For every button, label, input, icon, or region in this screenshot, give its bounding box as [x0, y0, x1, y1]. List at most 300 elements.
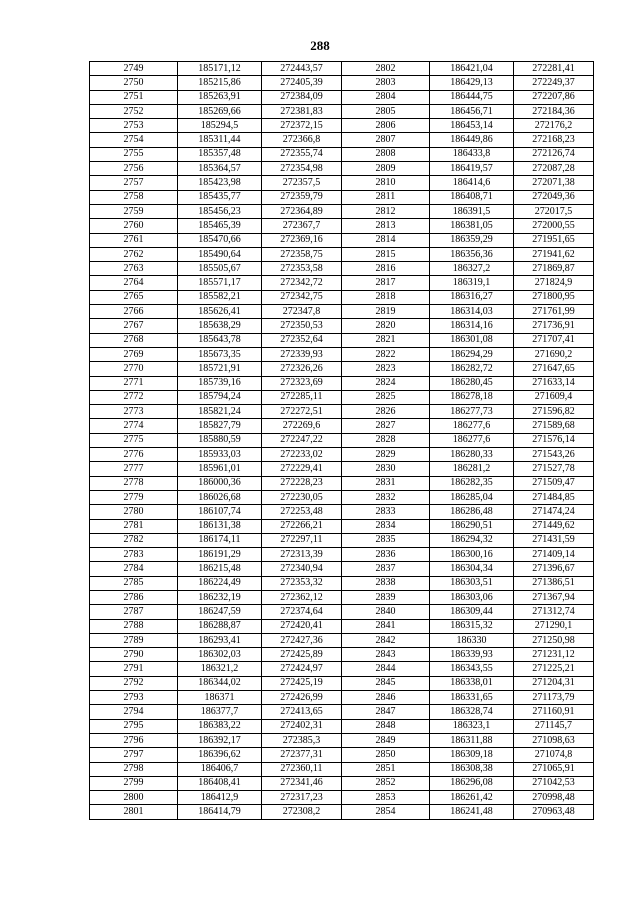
y-coordinate-right: 271484,85 [514, 490, 594, 504]
point-number-left: 2780 [90, 505, 178, 519]
point-number-right: 2802 [342, 62, 430, 76]
y-coordinate-left: 272425,89 [262, 648, 342, 662]
x-coordinate-right: 186294,32 [430, 533, 514, 547]
point-number-right: 2822 [342, 347, 430, 361]
x-coordinate-right: 186408,71 [430, 190, 514, 204]
point-number-right: 2826 [342, 405, 430, 419]
y-coordinate-right: 271225,21 [514, 662, 594, 676]
table-row [90, 791, 594, 805]
point-number-left: 2776 [90, 448, 178, 462]
x-coordinate-right: 186311,88 [430, 733, 514, 747]
x-coordinate-left: 185311,44 [178, 133, 262, 147]
x-coordinate-right: 186356,36 [430, 247, 514, 261]
point-number-left: 2749 [90, 62, 178, 76]
point-number-right: 2843 [342, 648, 430, 662]
y-coordinate-left: 272342,72 [262, 276, 342, 290]
point-number-left: 2801 [90, 805, 178, 819]
point-number-left: 2796 [90, 733, 178, 747]
y-coordinate-right: 271367,94 [514, 590, 594, 604]
x-coordinate-right: 186449,86 [430, 133, 514, 147]
y-coordinate-left: 272420,41 [262, 619, 342, 633]
point-number-right: 2827 [342, 419, 430, 433]
y-coordinate-right: 272207,86 [514, 90, 594, 104]
x-coordinate-right: 186280,45 [430, 376, 514, 390]
y-coordinate-right: 271824,9 [514, 276, 594, 290]
y-coordinate-left: 272266,21 [262, 519, 342, 533]
point-number-right: 2805 [342, 104, 430, 118]
point-number-right: 2834 [342, 519, 430, 533]
y-coordinate-right: 272017,5 [514, 204, 594, 218]
y-coordinate-right: 271312,74 [514, 605, 594, 619]
x-coordinate-right: 186331,65 [430, 691, 514, 705]
table-row [90, 762, 594, 776]
point-number-right: 2815 [342, 247, 430, 261]
table-row [90, 233, 594, 247]
y-coordinate-right: 271173,79 [514, 691, 594, 705]
point-number-left: 2793 [90, 691, 178, 705]
point-number-left: 2775 [90, 433, 178, 447]
x-coordinate-left: 185571,17 [178, 276, 262, 290]
x-coordinate-right: 186277,6 [430, 419, 514, 433]
y-coordinate-left: 272313,39 [262, 548, 342, 562]
x-coordinate-left: 185269,66 [178, 104, 262, 118]
x-coordinate-left: 185470,66 [178, 233, 262, 247]
table-row [90, 505, 594, 519]
point-number-right: 2847 [342, 705, 430, 719]
y-coordinate-left: 272353,32 [262, 576, 342, 590]
point-number-right: 2821 [342, 333, 430, 347]
point-number-left: 2763 [90, 262, 178, 276]
table-row [90, 476, 594, 490]
point-number-left: 2768 [90, 333, 178, 347]
y-coordinate-left: 272297,11 [262, 533, 342, 547]
x-coordinate-right: 186343,55 [430, 662, 514, 676]
table-row [90, 147, 594, 161]
y-coordinate-left: 272253,48 [262, 505, 342, 519]
table-row [90, 419, 594, 433]
y-coordinate-right: 271800,95 [514, 290, 594, 304]
x-coordinate-left: 185582,21 [178, 290, 262, 304]
y-coordinate-left: 272350,53 [262, 319, 342, 333]
y-coordinate-right: 272049,36 [514, 190, 594, 204]
point-number-right: 2817 [342, 276, 430, 290]
y-coordinate-right: 271869,87 [514, 262, 594, 276]
y-coordinate-left: 272364,89 [262, 204, 342, 218]
point-number-right: 2816 [342, 262, 430, 276]
x-coordinate-left: 185357,48 [178, 147, 262, 161]
point-number-right: 2804 [342, 90, 430, 104]
x-coordinate-right: 186308,38 [430, 762, 514, 776]
y-coordinate-right: 271290,1 [514, 619, 594, 633]
point-number-left: 2797 [90, 748, 178, 762]
y-coordinate-left: 272360,11 [262, 762, 342, 776]
x-coordinate-right: 186309,44 [430, 605, 514, 619]
x-coordinate-left: 186247,59 [178, 605, 262, 619]
x-coordinate-right: 186319,1 [430, 276, 514, 290]
table-row [90, 548, 594, 562]
point-number-right: 2819 [342, 305, 430, 319]
point-number-right: 2823 [342, 362, 430, 376]
point-number-right: 2829 [342, 448, 430, 462]
y-coordinate-left: 272385,3 [262, 733, 342, 747]
y-coordinate-right: 271690,2 [514, 347, 594, 361]
x-coordinate-right: 186301,08 [430, 333, 514, 347]
point-number-left: 2788 [90, 619, 178, 633]
point-number-right: 2824 [342, 376, 430, 390]
x-coordinate-right: 186419,57 [430, 162, 514, 176]
point-number-right: 2820 [342, 319, 430, 333]
x-coordinate-right: 186304,34 [430, 562, 514, 576]
point-number-left: 2760 [90, 219, 178, 233]
x-coordinate-left: 186174,11 [178, 533, 262, 547]
x-coordinate-left: 186026,68 [178, 490, 262, 504]
y-coordinate-right: 272184,36 [514, 104, 594, 118]
point-number-right: 2844 [342, 662, 430, 676]
x-coordinate-left: 185638,29 [178, 319, 262, 333]
x-coordinate-right: 186328,74 [430, 705, 514, 719]
point-number-right: 2828 [342, 433, 430, 447]
point-number-left: 2778 [90, 476, 178, 490]
y-coordinate-left: 272443,57 [262, 62, 342, 76]
x-coordinate-right: 186453,14 [430, 119, 514, 133]
point-number-right: 2813 [342, 219, 430, 233]
table-row [90, 119, 594, 133]
point-number-left: 2751 [90, 90, 178, 104]
x-coordinate-left: 186000,36 [178, 476, 262, 490]
y-coordinate-right: 271042,53 [514, 776, 594, 790]
point-number-left: 2794 [90, 705, 178, 719]
y-coordinate-right: 272176,2 [514, 119, 594, 133]
y-coordinate-left: 272425,19 [262, 676, 342, 690]
x-coordinate-left: 185961,01 [178, 462, 262, 476]
y-coordinate-right: 270963,48 [514, 805, 594, 819]
x-coordinate-left: 185794,24 [178, 390, 262, 404]
table-row [90, 90, 594, 104]
point-number-left: 2756 [90, 162, 178, 176]
y-coordinate-right: 271527,78 [514, 462, 594, 476]
y-coordinate-left: 272402,31 [262, 719, 342, 733]
table-row [90, 633, 594, 647]
table-row [90, 662, 594, 676]
point-number-left: 2761 [90, 233, 178, 247]
y-coordinate-right: 272126,74 [514, 147, 594, 161]
x-coordinate-left: 185673,35 [178, 347, 262, 361]
x-coordinate-left: 185423,98 [178, 176, 262, 190]
table-row [90, 76, 594, 90]
x-coordinate-left: 185364,57 [178, 162, 262, 176]
table-row [90, 333, 594, 347]
point-number-left: 2769 [90, 347, 178, 361]
y-coordinate-right: 271596,82 [514, 405, 594, 419]
y-coordinate-left: 272340,94 [262, 562, 342, 576]
y-coordinate-right: 271951,65 [514, 233, 594, 247]
x-coordinate-left: 185171,12 [178, 62, 262, 76]
x-coordinate-left: 186406,7 [178, 762, 262, 776]
x-coordinate-right: 186444,75 [430, 90, 514, 104]
x-coordinate-right: 186309,18 [430, 748, 514, 762]
y-coordinate-left: 272352,64 [262, 333, 342, 347]
y-coordinate-left: 272357,5 [262, 176, 342, 190]
y-coordinate-left: 272426,99 [262, 691, 342, 705]
x-coordinate-left: 186377,7 [178, 705, 262, 719]
x-coordinate-right: 186314,16 [430, 319, 514, 333]
point-number-right: 2854 [342, 805, 430, 819]
x-coordinate-right: 186282,35 [430, 476, 514, 490]
x-coordinate-left: 185505,67 [178, 262, 262, 276]
y-coordinate-right: 270998,48 [514, 791, 594, 805]
y-coordinate-left: 272377,31 [262, 748, 342, 762]
table-row [90, 376, 594, 390]
y-coordinate-right: 271941,62 [514, 247, 594, 261]
table-row [90, 247, 594, 261]
x-coordinate-right: 186359,29 [430, 233, 514, 247]
y-coordinate-left: 272405,39 [262, 76, 342, 90]
x-coordinate-right: 186296,08 [430, 776, 514, 790]
point-number-left: 2754 [90, 133, 178, 147]
x-coordinate-right: 186315,32 [430, 619, 514, 633]
x-coordinate-right: 186290,51 [430, 519, 514, 533]
table-row [90, 176, 594, 190]
point-number-right: 2842 [342, 633, 430, 647]
x-coordinate-right: 186323,1 [430, 719, 514, 733]
point-number-right: 2837 [342, 562, 430, 576]
x-coordinate-left: 185490,64 [178, 247, 262, 261]
point-number-right: 2853 [342, 791, 430, 805]
point-number-left: 2781 [90, 519, 178, 533]
point-number-right: 2809 [342, 162, 430, 176]
y-coordinate-right: 271509,47 [514, 476, 594, 490]
y-coordinate-right: 271145,7 [514, 719, 594, 733]
table-row [90, 362, 594, 376]
point-number-left: 2773 [90, 405, 178, 419]
y-coordinate-right: 271431,59 [514, 533, 594, 547]
x-coordinate-left: 186396,62 [178, 748, 262, 762]
table-row [90, 219, 594, 233]
x-coordinate-right: 186314,03 [430, 305, 514, 319]
point-number-right: 2807 [342, 133, 430, 147]
y-coordinate-left: 272359,79 [262, 190, 342, 204]
x-coordinate-left: 186293,41 [178, 633, 262, 647]
y-coordinate-right: 271761,99 [514, 305, 594, 319]
y-coordinate-right: 271449,62 [514, 519, 594, 533]
coordinates-table [89, 61, 594, 820]
y-coordinate-right: 271707,41 [514, 333, 594, 347]
y-coordinate-left: 272358,75 [262, 247, 342, 261]
x-coordinate-left: 185739,16 [178, 376, 262, 390]
point-number-left: 2772 [90, 390, 178, 404]
x-coordinate-left: 186412,9 [178, 791, 262, 805]
x-coordinate-right: 186456,71 [430, 104, 514, 118]
table-row [90, 605, 594, 619]
x-coordinate-left: 185456,23 [178, 204, 262, 218]
y-coordinate-right: 271160,91 [514, 705, 594, 719]
x-coordinate-left: 186131,38 [178, 519, 262, 533]
x-coordinate-right: 186421,04 [430, 62, 514, 76]
y-coordinate-right: 271098,63 [514, 733, 594, 747]
y-coordinate-left: 272342,75 [262, 290, 342, 304]
point-number-left: 2787 [90, 605, 178, 619]
y-coordinate-left: 272381,83 [262, 104, 342, 118]
point-number-left: 2785 [90, 576, 178, 590]
point-number-left: 2771 [90, 376, 178, 390]
x-coordinate-left: 186321,2 [178, 662, 262, 676]
point-number-right: 2803 [342, 76, 430, 90]
table-row [90, 576, 594, 590]
x-coordinate-right: 186294,29 [430, 347, 514, 361]
table-row [90, 676, 594, 690]
coordinates-table-body [90, 62, 594, 820]
y-coordinate-left: 272374,64 [262, 605, 342, 619]
point-number-right: 2850 [342, 748, 430, 762]
table-row [90, 276, 594, 290]
point-number-right: 2835 [342, 533, 430, 547]
y-coordinate-right: 272249,37 [514, 76, 594, 90]
x-coordinate-left: 186344,02 [178, 676, 262, 690]
table-row [90, 619, 594, 633]
point-number-left: 2759 [90, 204, 178, 218]
x-coordinate-right: 186433,8 [430, 147, 514, 161]
point-number-right: 2832 [342, 490, 430, 504]
table-row [90, 290, 594, 304]
x-coordinate-left: 185827,79 [178, 419, 262, 433]
table-row [90, 462, 594, 476]
point-number-left: 2792 [90, 676, 178, 690]
y-coordinate-right: 271065,91 [514, 762, 594, 776]
x-coordinate-left: 185933,03 [178, 448, 262, 462]
point-number-right: 2814 [342, 233, 430, 247]
point-number-left: 2779 [90, 490, 178, 504]
x-coordinate-left: 186288,87 [178, 619, 262, 633]
point-number-left: 2789 [90, 633, 178, 647]
x-coordinate-left: 186232,19 [178, 590, 262, 604]
point-number-right: 2833 [342, 505, 430, 519]
x-coordinate-left: 185215,86 [178, 76, 262, 90]
page-number: 288 [310, 38, 330, 53]
x-coordinate-left: 186414,79 [178, 805, 262, 819]
x-coordinate-right: 186286,48 [430, 505, 514, 519]
y-coordinate-left: 272366,8 [262, 133, 342, 147]
point-number-left: 2767 [90, 319, 178, 333]
y-coordinate-right: 271589,68 [514, 419, 594, 433]
point-number-left: 2783 [90, 548, 178, 562]
point-number-right: 2838 [342, 576, 430, 590]
y-coordinate-right: 271409,14 [514, 548, 594, 562]
point-number-left: 2784 [90, 562, 178, 576]
y-coordinate-left: 272424,97 [262, 662, 342, 676]
x-coordinate-right: 186277,73 [430, 405, 514, 419]
x-coordinate-right: 186381,05 [430, 219, 514, 233]
point-number-left: 2774 [90, 419, 178, 433]
table-row [90, 490, 594, 504]
point-number-right: 2811 [342, 190, 430, 204]
x-coordinate-right: 186327,2 [430, 262, 514, 276]
x-coordinate-right: 186316,27 [430, 290, 514, 304]
y-coordinate-left: 272413,65 [262, 705, 342, 719]
table-row [90, 319, 594, 333]
y-coordinate-left: 272367,7 [262, 219, 342, 233]
y-coordinate-right: 272087,28 [514, 162, 594, 176]
y-coordinate-right: 272071,38 [514, 176, 594, 190]
y-coordinate-left: 272347,8 [262, 305, 342, 319]
point-number-right: 2840 [342, 605, 430, 619]
x-coordinate-right: 186277,6 [430, 433, 514, 447]
point-number-left: 2791 [90, 662, 178, 676]
point-number-left: 2755 [90, 147, 178, 161]
x-coordinate-right: 186300,16 [430, 548, 514, 562]
y-coordinate-right: 271633,14 [514, 376, 594, 390]
y-coordinate-left: 272272,51 [262, 405, 342, 419]
x-coordinate-left: 185643,78 [178, 333, 262, 347]
x-coordinate-left: 185880,59 [178, 433, 262, 447]
y-coordinate-left: 272317,23 [262, 791, 342, 805]
table-row [90, 347, 594, 361]
x-coordinate-left: 186302,03 [178, 648, 262, 662]
y-coordinate-left: 272372,15 [262, 119, 342, 133]
point-number-left: 2766 [90, 305, 178, 319]
point-number-left: 2800 [90, 791, 178, 805]
point-number-left: 2790 [90, 648, 178, 662]
table-row [90, 133, 594, 147]
x-coordinate-left: 185465,39 [178, 219, 262, 233]
x-coordinate-right: 186330 [430, 633, 514, 647]
point-number-left: 2795 [90, 719, 178, 733]
table-row [90, 448, 594, 462]
point-number-left: 2757 [90, 176, 178, 190]
y-coordinate-left: 272308,2 [262, 805, 342, 819]
table-row [90, 691, 594, 705]
point-number-left: 2777 [90, 462, 178, 476]
y-coordinate-right: 271543,26 [514, 448, 594, 462]
x-coordinate-left: 186408,41 [178, 776, 262, 790]
y-coordinate-right: 271576,14 [514, 433, 594, 447]
y-coordinate-left: 272247,22 [262, 433, 342, 447]
y-coordinate-right: 272281,41 [514, 62, 594, 76]
x-coordinate-left: 186224,49 [178, 576, 262, 590]
x-coordinate-right: 186303,06 [430, 590, 514, 604]
y-coordinate-right: 271231,12 [514, 648, 594, 662]
x-coordinate-right: 186241,48 [430, 805, 514, 819]
table-row [90, 805, 594, 819]
x-coordinate-left: 185626,41 [178, 305, 262, 319]
y-coordinate-right: 271396,67 [514, 562, 594, 576]
point-number-right: 2831 [342, 476, 430, 490]
x-coordinate-right: 186391,5 [430, 204, 514, 218]
y-coordinate-left: 272229,41 [262, 462, 342, 476]
table-row [90, 533, 594, 547]
y-coordinate-right: 271074,8 [514, 748, 594, 762]
y-coordinate-left: 272323,69 [262, 376, 342, 390]
point-number-right: 2806 [342, 119, 430, 133]
y-coordinate-left: 272369,16 [262, 233, 342, 247]
y-coordinate-left: 272230,05 [262, 490, 342, 504]
x-coordinate-right: 186282,72 [430, 362, 514, 376]
table-row [90, 204, 594, 218]
point-number-left: 2750 [90, 76, 178, 90]
y-coordinate-left: 272384,09 [262, 90, 342, 104]
x-coordinate-right: 186414,6 [430, 176, 514, 190]
point-number-right: 2846 [342, 691, 430, 705]
x-coordinate-left: 185263,91 [178, 90, 262, 104]
point-number-right: 2845 [342, 676, 430, 690]
table-row [90, 519, 594, 533]
y-coordinate-left: 272355,74 [262, 147, 342, 161]
x-coordinate-left: 186392,17 [178, 733, 262, 747]
x-coordinate-left: 185294,5 [178, 119, 262, 133]
x-coordinate-right: 186338,01 [430, 676, 514, 690]
point-number-right: 2851 [342, 762, 430, 776]
point-number-right: 2852 [342, 776, 430, 790]
y-coordinate-left: 272341,46 [262, 776, 342, 790]
